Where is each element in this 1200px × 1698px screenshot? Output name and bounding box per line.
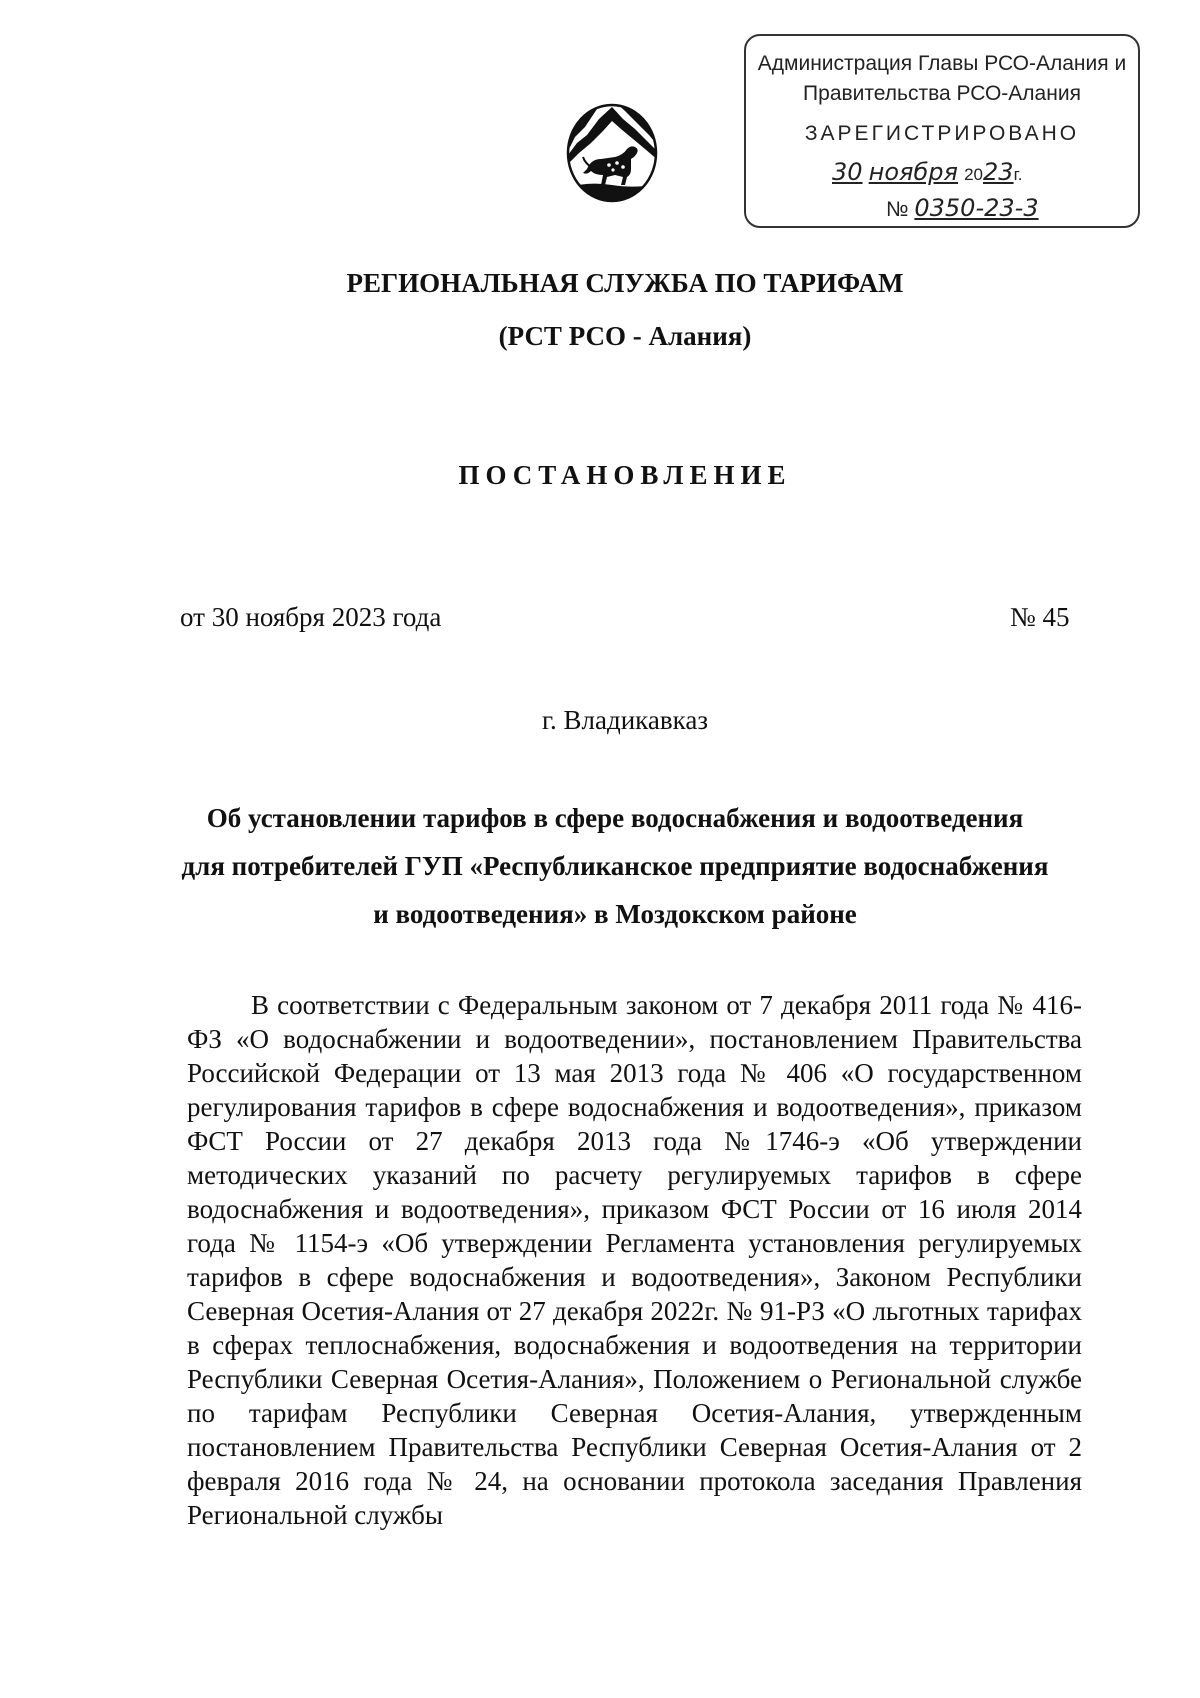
organization-abbreviation: (РСТ РСО - Алания) — [498, 321, 752, 351]
organization-title: РЕГИОНАЛЬНАЯ СЛУЖБА ПО ТАРИФАМ — [346, 268, 904, 298]
stamp-authority-line1: Администрация Главы РСО-Алания и — [757, 52, 1127, 75]
stamp-registered-label: ЗАРЕГИСТРИРОВАНО — [804, 122, 1080, 145]
stamp-year-prefix: 20 — [964, 165, 984, 184]
stamp-number: 0350-23-3 — [914, 194, 1039, 222]
document-subject — [150, 794, 1080, 938]
stamp-year-unit: г. — [1013, 165, 1023, 184]
stamp-day: 30 — [832, 158, 863, 186]
document-city: г. Владикавказ — [542, 705, 708, 735]
stamp-year-suffix: 23 — [983, 158, 1014, 186]
document-type: ПОСТАНОВЛЕНИЕ — [458, 460, 792, 490]
subject-line-2: для потребителей ГУП «Республиканское предприятие водоснабжения — [181, 851, 1049, 881]
subject-line-3: и водоотведения» в Моздокском районе — [373, 899, 857, 929]
body-paragraph: В соответствии с Федеральным законом от 7 декабря 2011 года № 416-ФЗ «О водоснабжении и водоотведении», постановлением Правительства Российской Федерации от 13 мая 2013 года № 406 «О государственном регулирования тарифов в сфере водоснабжения и водоотведения», приказом ФСТ России от 27 декабря 2013 года №1746-э «Об утверждении методических указаний по расчету регулируемых тарифов в сфере водоснабжения и водоотведения», приказом ФСТ России от 16 июля 2014 года № 1154-э «Об утверждении Регламента установления регулируемых тарифов в сфере водоснабжения и водоотведения», Законом Республики Северная Осетия-Алания от 27 декабря 2022г. № 91-РЗ «О льготных тарифах в сферах теплоснабжения, водоснабжения и водоотведения на территории Республики Северная Осетия-Алания», Положением о Региональной службе по тарифам Республики Северная Осетия-Алания, утвержденным постановлением Правительства Республики Северная Осетия-Алания от 2 февраля 2016 года № 24, на основании протокола заседания Правления Региональной службы — [187, 990, 1082, 1530]
document-number: № 45 — [1010, 602, 1070, 632]
stamp-number-row — [886, 194, 1039, 222]
document-date: от 30 ноября 2023 года — [180, 602, 442, 632]
stamp-authority-line2: Правительства РСО-Алания — [803, 82, 1081, 105]
coat-of-arms-icon — [565, 97, 659, 205]
stamp-number-label: № — [886, 198, 909, 221]
stamp-month: ноября — [868, 158, 958, 186]
stamp-date-row — [832, 158, 1022, 186]
subject-line-1: Об установлении тарифов в сфере водоснабжения и водоотведения — [206, 803, 1024, 833]
registration-stamp — [744, 34, 1140, 228]
